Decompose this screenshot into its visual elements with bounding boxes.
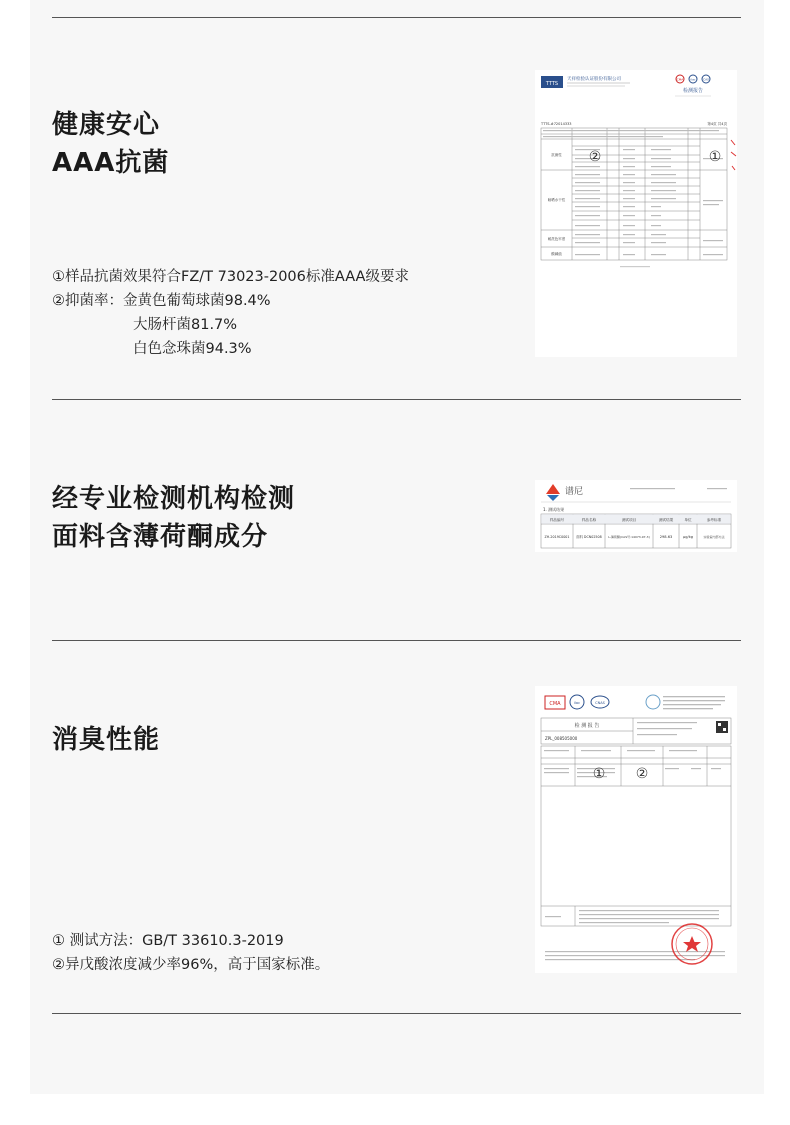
deodorant-report-image	[535, 686, 737, 973]
logo-text: TTTS	[545, 81, 559, 87]
section1-title-line-2: AAA抗菌	[52, 148, 170, 178]
svg-text:L-薄荷酮(CAS号:14073-97-3): L-薄荷酮(CAS号:14073-97-3)	[608, 535, 650, 539]
antibacterial-report-image	[535, 70, 737, 357]
marker-1: ①	[592, 766, 606, 782]
svg-text:CAS: CAS	[702, 77, 710, 82]
marker-2: ②	[635, 766, 649, 782]
svg-text:实验室内部方法: 实验室内部方法	[703, 535, 725, 539]
row-group-colorfast: 耐洗色牢度	[547, 237, 566, 241]
svg-text:μg/kg: μg/kg	[682, 535, 694, 539]
svg-text:测试项目: 测试项目	[621, 518, 637, 522]
divider-1	[52, 399, 741, 400]
note-candida: 白色念珠菌94.3%	[133, 341, 252, 357]
section2-title-line-2: 面料含薄荷酮成分	[52, 522, 269, 552]
svg-text:ilac: ilac	[690, 77, 696, 82]
divider-top	[52, 17, 741, 18]
svg-text:测试结果: 测试结果	[658, 518, 674, 522]
org-name: 谱尼	[565, 487, 584, 497]
note-reduction-rate: ②异戊酸浓度减少率96%，高于国家标准。	[52, 957, 330, 973]
section2-title-line-1: 经专业检测机构检测	[52, 484, 296, 514]
note-test-method: ① 测试方法：GB/T 33610.3-2019	[52, 933, 284, 949]
report-no: ZPL_008505000	[545, 736, 578, 741]
note-ecoli: 大肠杆菌81.7%	[133, 317, 238, 333]
svg-text:样品名称: 样品名称	[581, 518, 597, 522]
svg-text:298.63: 298.63	[659, 535, 673, 539]
section2-title	[52, 480, 295, 556]
note-aaa-standard: ①样品抗菌效果符合FZ/T 73023-2006标准AAA级要求	[52, 269, 409, 285]
svg-text:样品编号: 样品编号	[549, 518, 565, 522]
row-group-antibacterial: 抗菌性	[551, 153, 562, 157]
svg-text:面料 DCN02508: 面料 DCN02508	[576, 535, 602, 539]
org-name: 天祥检验认证股份有限公司	[567, 77, 621, 82]
row-group-drying: 晾晒水干性	[547, 198, 566, 202]
report-title: 检 测 报 告	[574, 723, 600, 729]
marker-2: ②	[588, 149, 602, 165]
section3-title: 消臭性能	[52, 725, 161, 755]
report-title: 检测报告	[682, 88, 704, 94]
menthone-report-image	[535, 480, 737, 552]
svg-text:参考标准: 参考标准	[706, 518, 722, 522]
section1-title-line-1: 健康安心	[52, 110, 161, 140]
svg-text:CNAS: CNAS	[595, 701, 605, 705]
svg-text:CMA: CMA	[549, 701, 561, 707]
svg-text:单位: 单位	[684, 518, 692, 522]
qr-code-icon	[716, 721, 728, 733]
row-group-ph: 酸碱值	[551, 252, 562, 256]
divider-bottom	[52, 1013, 741, 1014]
report-no: TTTS-#72014333	[541, 122, 572, 126]
table-caption: 1. 测试结果	[543, 507, 565, 512]
note-inhibition-rate: ②抑菌率：金黄色葡萄球菌98.4%	[52, 293, 271, 309]
svg-text:ZH-2019C0001: ZH-2019C0001	[544, 535, 570, 539]
section3-notes	[52, 929, 329, 977]
report-page: 第4页 共4页	[707, 122, 727, 126]
section1-notes	[52, 265, 409, 361]
svg-text:CMA: CMA	[676, 77, 684, 82]
marker-1: ①	[708, 149, 722, 165]
section1-title	[52, 106, 169, 182]
divider-2	[52, 640, 741, 641]
svg-text:ilac: ilac	[573, 701, 581, 705]
